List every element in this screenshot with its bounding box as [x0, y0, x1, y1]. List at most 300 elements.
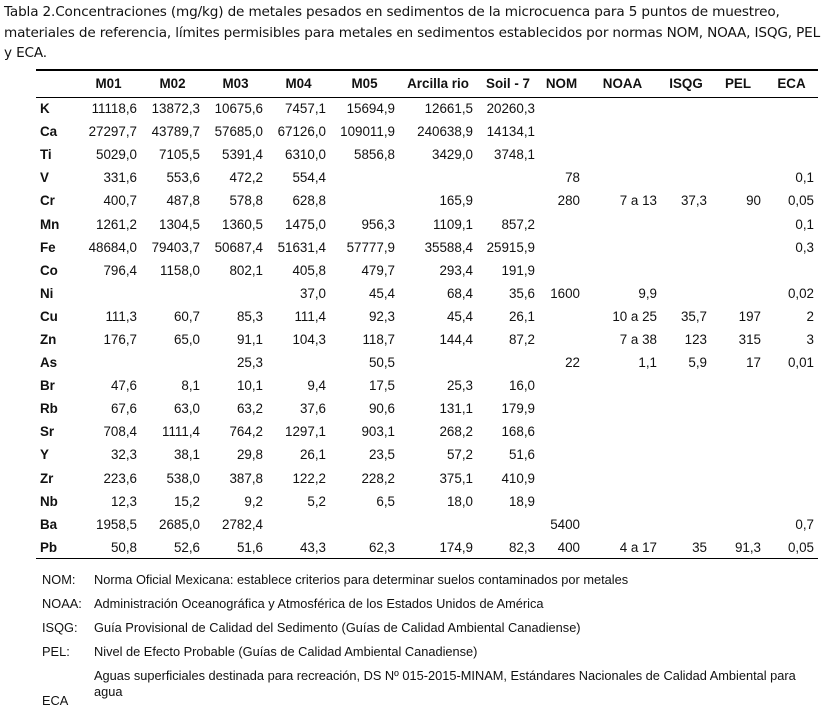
- table-cell: 29,8: [236, 447, 263, 463]
- table-cell: 48684,0: [88, 239, 137, 255]
- table-row: [36, 282, 818, 305]
- table-cell: [765, 443, 818, 466]
- table-cell: 45,4: [368, 285, 395, 301]
- table-cell: 857,2: [501, 216, 535, 232]
- table-cell: 35,7: [680, 308, 707, 324]
- table-cell: [584, 420, 661, 443]
- footnote: [42, 620, 802, 644]
- table-cell: 131,1: [439, 401, 473, 417]
- table-cell: [661, 490, 711, 513]
- table-cell: 18,0: [446, 493, 473, 509]
- table-cell: [661, 374, 711, 397]
- footnote-abbreviation: PEL:: [42, 644, 70, 659]
- table-cell: 796,4: [103, 262, 137, 278]
- table-cell: 0,7: [795, 516, 814, 532]
- table-cell: 578,8: [229, 193, 263, 209]
- table-cell: [661, 467, 711, 490]
- table-cell: [661, 397, 711, 420]
- table-cell: 57685,0: [214, 124, 263, 140]
- table-cell: 37,0: [299, 285, 326, 301]
- table-cell: 38,1: [173, 447, 200, 463]
- table-cell: 2: [806, 308, 814, 324]
- table-cell: 90,6: [368, 401, 395, 417]
- footnote-abbreviation: ECA: [42, 693, 69, 708]
- table-cell: 4 a 17: [619, 539, 657, 555]
- table-cell: 5,9: [688, 355, 707, 371]
- table-cell: 78: [565, 170, 580, 186]
- table-cell: 10675,6: [214, 101, 263, 117]
- table-cell: 1109,1: [433, 216, 473, 232]
- table-row: [36, 374, 818, 397]
- header-cell: ISQG: [669, 76, 703, 92]
- table-cell: [765, 397, 818, 420]
- table-cell: 538,0: [166, 470, 200, 486]
- table-cell: [661, 443, 711, 466]
- table-cell: 3: [806, 331, 814, 347]
- footnote-description: Administración Oceanográfica y Atmosférica de los Estados Unidos de América: [94, 596, 544, 611]
- table-row: [36, 259, 818, 282]
- footnote-abbreviation: NOM:: [42, 572, 76, 587]
- table-cell: 17: [746, 355, 761, 371]
- table-cell: 1360,5: [222, 216, 263, 232]
- table-cell: 43,3: [299, 539, 326, 555]
- table-cell: 50,8: [110, 539, 137, 555]
- table-cell: 25,3: [446, 378, 473, 394]
- table-cell: 111,4: [294, 308, 326, 324]
- table-cell: 68,4: [446, 285, 473, 301]
- table-cell: 67126,0: [277, 124, 326, 140]
- table-cell: [399, 166, 477, 189]
- table-cell: [539, 212, 584, 235]
- table-cell: [477, 189, 539, 212]
- table-footnotes: [42, 572, 802, 708]
- table-cell: [330, 513, 399, 536]
- table-cell: [765, 467, 818, 490]
- table-cell: 57,2: [446, 447, 473, 463]
- table-cell: [584, 236, 661, 259]
- element-symbol: Ba: [40, 516, 58, 532]
- table-cell: [661, 212, 711, 235]
- table-cell: 16,0: [508, 378, 535, 394]
- table-cell: [711, 212, 765, 235]
- table-row: [36, 236, 818, 259]
- table-cell: 5400: [550, 516, 580, 532]
- table-body: [36, 97, 818, 559]
- table-cell: [399, 351, 477, 374]
- table-cell: 35588,4: [424, 239, 473, 255]
- table-cell: 5856,8: [354, 147, 395, 163]
- table-cell: 26,1: [508, 308, 535, 324]
- table-cell: 0,1: [795, 170, 814, 186]
- table-cell: 375,1: [439, 470, 473, 486]
- element-symbol: Br: [40, 378, 55, 394]
- table-cell: [584, 143, 661, 166]
- table-cell: 35,6: [508, 285, 535, 301]
- element-symbol: K: [40, 101, 50, 117]
- table-cell: [539, 420, 584, 443]
- table-cell: [584, 374, 661, 397]
- header-cell: NOAA: [602, 76, 643, 92]
- table-cell: 8,1: [181, 378, 200, 394]
- table-row: [36, 536, 818, 559]
- element-symbol: Nb: [40, 493, 58, 509]
- table-cell: 15,2: [173, 493, 200, 509]
- table-cell: 1304,5: [159, 216, 200, 232]
- table-cell: [539, 374, 584, 397]
- table-cell: [539, 328, 584, 351]
- table-cell: 0,3: [795, 239, 814, 255]
- table-cell: 35: [692, 539, 707, 555]
- table-cell: 240638,9: [417, 124, 473, 140]
- table-header-row: [36, 70, 818, 97]
- table-cell: [661, 259, 711, 282]
- table-cell: 1297,1: [285, 424, 326, 440]
- table-cell: 410,9: [501, 470, 535, 486]
- table-cell: 10 a 25: [612, 308, 657, 324]
- table-cell: 12661,5: [424, 101, 473, 117]
- element-symbol: Ni: [40, 285, 54, 301]
- table-cell: [584, 490, 661, 513]
- table-cell: [539, 397, 584, 420]
- table-cell: 176,7: [103, 331, 137, 347]
- table-cell: [584, 467, 661, 490]
- table-cell: 25915,9: [486, 239, 535, 255]
- footnote-abbreviation: NOAA:: [42, 596, 82, 611]
- table-cell: [330, 166, 399, 189]
- caption-label: Tabla 2.: [4, 4, 56, 20]
- table-cell: 268,2: [439, 424, 473, 440]
- table-cell: [267, 513, 330, 536]
- element-symbol: Pb: [40, 539, 58, 555]
- table-cell: 10,1: [236, 378, 263, 394]
- table-row: [36, 397, 818, 420]
- table-cell: 764,2: [229, 424, 263, 440]
- table-cell: 122,2: [292, 470, 326, 486]
- element-symbol: Sr: [40, 424, 55, 440]
- table-cell: 331,6: [103, 170, 137, 186]
- table-cell: 6310,0: [285, 147, 326, 163]
- table-cell: [661, 420, 711, 443]
- table-cell: 9,4: [307, 378, 326, 394]
- table-cell: 1958,5: [96, 516, 137, 532]
- table-cell: 60,7: [173, 308, 200, 324]
- element-symbol: Zr: [40, 470, 54, 486]
- table-cell: 0,1: [795, 216, 814, 232]
- header-cell: M05: [351, 76, 378, 92]
- table-cell: [477, 513, 539, 536]
- table-cell: 51,6: [236, 539, 263, 555]
- header-cell: Soil - 7: [486, 76, 530, 92]
- table-cell: 0,02: [787, 285, 814, 301]
- table-cell: 22: [565, 355, 580, 371]
- table-cell: [539, 467, 584, 490]
- table-row: [36, 97, 818, 120]
- footnote-description: Norma Oficial Mexicana: establece criterios para determinar suelos contaminados por metales: [94, 572, 629, 587]
- element-symbol: Cr: [40, 193, 55, 209]
- table-cell: 708,4: [103, 424, 137, 440]
- table-cell: [711, 443, 765, 466]
- table-cell: 5029,0: [96, 147, 137, 163]
- header-cell: M04: [285, 76, 312, 92]
- table-cell: 5,2: [307, 493, 326, 509]
- table-cell: [477, 351, 539, 374]
- table-cell: [584, 397, 661, 420]
- table-cell: [711, 490, 765, 513]
- table-cell: [661, 97, 711, 120]
- table-cell: 174,9: [439, 539, 473, 555]
- table-cell: 1475,0: [285, 216, 326, 232]
- table-cell: 405,8: [292, 262, 326, 278]
- table-cell: [76, 351, 141, 374]
- table-cell: 90: [746, 193, 761, 209]
- header-cell: PEL: [724, 76, 752, 92]
- table-cell: [584, 120, 661, 143]
- header-cell: M03: [222, 76, 249, 92]
- footnote: [42, 668, 802, 708]
- table-cell: 1600: [550, 285, 580, 301]
- table-cell: [584, 97, 661, 120]
- table-cell: 9,2: [244, 493, 263, 509]
- table-row: [36, 351, 818, 374]
- table-cell: 27297,7: [88, 124, 137, 140]
- table-cell: 26,1: [299, 447, 326, 463]
- table-cell: 17,5: [368, 378, 395, 394]
- table-cell: [711, 120, 765, 143]
- table-row: [36, 143, 818, 166]
- table-cell: 487,8: [166, 193, 200, 209]
- table-caption: [4, 2, 830, 64]
- table-cell: [267, 351, 330, 374]
- table-cell: 956,3: [361, 216, 395, 232]
- table-cell: 165,9: [439, 193, 473, 209]
- table-cell: 14134,1: [486, 124, 535, 140]
- element-symbol: Rb: [40, 401, 58, 417]
- table-cell: [539, 97, 584, 120]
- table-cell: 63,0: [173, 401, 200, 417]
- table-cell: 51631,4: [277, 239, 326, 255]
- table-cell: 197: [738, 308, 761, 324]
- table-cell: 3748,1: [494, 147, 535, 163]
- table-cell: 9,9: [638, 285, 657, 301]
- table-row: [36, 120, 818, 143]
- table-cell: [584, 513, 661, 536]
- table-cell: 280: [557, 193, 580, 209]
- table-cell: 903,1: [361, 424, 395, 440]
- table-cell: 13872,3: [151, 101, 200, 117]
- table-cell: 7 a 38: [619, 331, 657, 347]
- element-symbol: As: [40, 355, 58, 371]
- table-cell: [765, 97, 818, 120]
- table-cell: [539, 305, 584, 328]
- table-cell: 223,6: [103, 470, 137, 486]
- table-cell: 628,8: [292, 193, 326, 209]
- element-symbol: Y: [40, 447, 49, 463]
- table-cell: [711, 397, 765, 420]
- table-row: [36, 513, 818, 536]
- table-cell: 472,2: [229, 170, 263, 186]
- table-cell: [539, 259, 584, 282]
- table-cell: [539, 120, 584, 143]
- caption-text: Concentraciones (mg/kg) de metales pesados en sedimentos de la microcuenca para 5 puntos de muestreo, materiales de referencia, límites permisibles para metales en sedimentos establecidos por normas NOM, NOAA, ISQG, PEL y ECA.: [4, 4, 821, 61]
- table-cell: 7 a 13: [619, 193, 657, 209]
- table-cell: [765, 374, 818, 397]
- table-cell: 82,3: [508, 539, 535, 555]
- table-cell: 20260,3: [486, 101, 535, 117]
- table-cell: 1,1: [638, 355, 657, 371]
- table-cell: 104,3: [292, 331, 326, 347]
- table-cell: 92,3: [368, 308, 395, 324]
- table-cell: [711, 513, 765, 536]
- table-cell: 12,3: [110, 493, 137, 509]
- table-cell: 118,7: [362, 331, 395, 347]
- table-cell: [661, 236, 711, 259]
- table-cell: [711, 166, 765, 189]
- table-cell: [539, 236, 584, 259]
- metals-table: [36, 69, 818, 559]
- footnote: [42, 572, 802, 596]
- table-cell: 87,2: [508, 331, 535, 347]
- table-cell: [711, 143, 765, 166]
- table-row: [36, 305, 818, 328]
- table-cell: [661, 513, 711, 536]
- header-cell-element: [36, 70, 76, 97]
- header-cell: M01: [95, 76, 122, 92]
- table-cell: 400,7: [103, 193, 137, 209]
- table-cell: 123: [684, 331, 707, 347]
- table-cell: 479,7: [361, 262, 395, 278]
- table-cell: [539, 490, 584, 513]
- table-cell: [711, 259, 765, 282]
- table-cell: [661, 166, 711, 189]
- table-row: [36, 467, 818, 490]
- element-symbol: Cu: [40, 308, 58, 324]
- table-cell: 50687,4: [214, 239, 263, 255]
- table-row: [36, 328, 818, 351]
- table-cell: 109011,9: [340, 124, 395, 140]
- table-cell: [711, 467, 765, 490]
- table-cell: 387,8: [229, 470, 263, 486]
- table-cell: 7105,5: [159, 147, 200, 163]
- table-cell: [765, 143, 818, 166]
- table-cell: [661, 282, 711, 305]
- element-symbol: V: [40, 170, 49, 186]
- table-cell: 6,5: [376, 493, 395, 509]
- footnote-description: Nivel de Efecto Probable (Guías de Calidad Ambiental Canadiense): [94, 644, 478, 659]
- element-symbol: Ca: [40, 124, 58, 140]
- table-cell: 57777,9: [346, 239, 395, 255]
- footnote-abbreviation: ISQG:: [42, 620, 78, 635]
- table-cell: [141, 282, 204, 305]
- table-cell: 400: [557, 539, 580, 555]
- table-cell: 144,4: [439, 331, 473, 347]
- table-cell: 191,9: [501, 262, 535, 278]
- table-cell: 0,05: [787, 539, 814, 555]
- table-cell: [584, 212, 661, 235]
- table-cell: 65,0: [173, 331, 200, 347]
- table-cell: [584, 259, 661, 282]
- table-cell: [477, 166, 539, 189]
- table-cell: 43789,7: [151, 124, 200, 140]
- footnote-description: Guía Provisional de Calidad del Sedimento (Guías de Calidad Ambiental Canadiense): [94, 620, 581, 635]
- table-cell: 37,6: [299, 401, 326, 417]
- table-cell: 179,9: [501, 401, 535, 417]
- table-cell: [584, 166, 661, 189]
- table-cell: [141, 351, 204, 374]
- table-cell: [711, 282, 765, 305]
- table-cell: 52,6: [173, 539, 200, 555]
- table-cell: 802,1: [229, 262, 263, 278]
- table-cell: 293,4: [439, 262, 473, 278]
- table-cell: 7457,1: [285, 101, 326, 117]
- table-cell: 168,6: [501, 424, 535, 440]
- table-cell: [76, 282, 141, 305]
- table-cell: 15694,9: [346, 101, 395, 117]
- table-row: [36, 166, 818, 189]
- element-symbol: Fe: [40, 239, 56, 255]
- element-symbol: Co: [40, 262, 58, 278]
- table-cell: [661, 120, 711, 143]
- table-cell: [711, 374, 765, 397]
- table-cell: 1261,2: [96, 216, 137, 232]
- table-cell: 554,4: [292, 170, 326, 186]
- table-cell: 91,3: [734, 539, 761, 555]
- table-cell: 2685,0: [159, 516, 200, 532]
- table-cell: [330, 189, 399, 212]
- table-cell: 228,2: [361, 470, 395, 486]
- table-cell: 5391,4: [222, 147, 263, 163]
- table-cell: [765, 420, 818, 443]
- table-cell: 2782,4: [222, 516, 263, 532]
- table-cell: [204, 282, 267, 305]
- table-cell: 50,5: [368, 355, 395, 371]
- table-cell: 63,2: [236, 401, 263, 417]
- table-cell: 3429,0: [432, 147, 473, 163]
- table-cell: [399, 513, 477, 536]
- header-cell: ECA: [777, 76, 806, 92]
- footnote: [42, 596, 802, 620]
- header-cell: M02: [159, 76, 186, 92]
- table-cell: [661, 143, 711, 166]
- table-cell: [711, 236, 765, 259]
- header-cell: NOM: [545, 76, 578, 92]
- table-cell: 91,1: [236, 331, 263, 347]
- table-cell: 37,3: [680, 193, 707, 209]
- footnote-description: Aguas superficiales destinada para recreación, DS Nº 015-2015-MINAM, Estándares Nacionales de Calidad Ambiental para agua: [94, 668, 796, 699]
- table-cell: 315: [738, 331, 761, 347]
- table-cell: 85,3: [236, 308, 263, 324]
- table-cell: 67,6: [110, 401, 137, 417]
- element-symbol: Ti: [40, 147, 52, 163]
- table-cell: 79403,7: [151, 239, 200, 255]
- table-cell: 0,01: [787, 355, 814, 371]
- table-cell: [711, 97, 765, 120]
- table-cell: 0,05: [787, 193, 814, 209]
- table-cell: 51,6: [508, 447, 535, 463]
- table-cell: 23,5: [368, 447, 395, 463]
- element-symbol: Zn: [40, 331, 57, 347]
- table-cell: 553,6: [166, 170, 200, 186]
- table-cell: 47,6: [110, 378, 137, 394]
- table-cell: 32,3: [110, 447, 137, 463]
- table-cell: [765, 120, 818, 143]
- table-cell: [711, 420, 765, 443]
- header-cell: Arcilla rio: [407, 76, 469, 92]
- table-cell: [765, 490, 818, 513]
- table-row: [36, 189, 818, 212]
- table-cell: 111,3: [105, 308, 137, 324]
- table-cell: 18,9: [508, 493, 535, 509]
- table-row: [36, 490, 818, 513]
